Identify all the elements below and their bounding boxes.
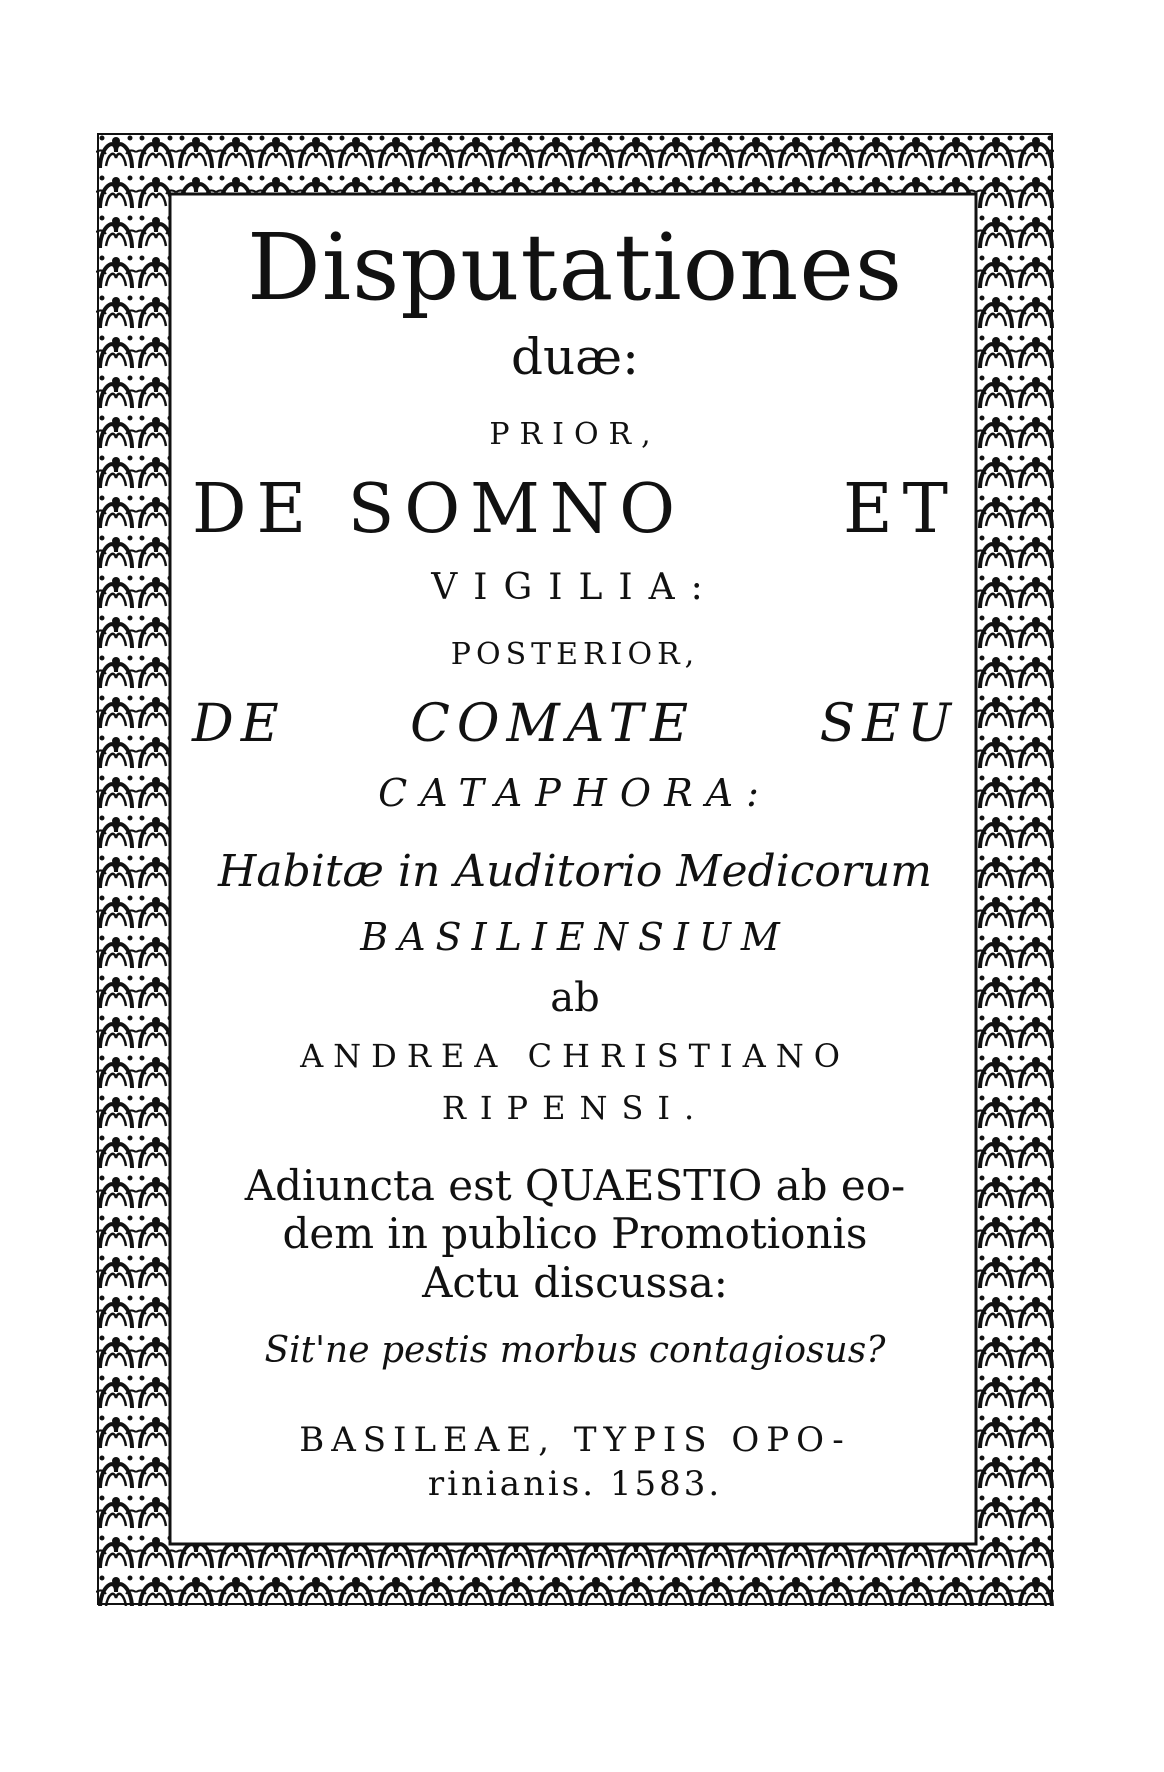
ornamental-border bbox=[96, 132, 1054, 1606]
second-topic-mid: COMATE bbox=[410, 694, 696, 754]
question-line: Sit'ne pestis morbus contagiosus? bbox=[264, 1329, 886, 1371]
venue-line: Habitæ in Auditorio Medicorum bbox=[218, 846, 932, 897]
appendix-line-1: Adiuncta est QUAESTIO ab eo- bbox=[244, 1161, 906, 1210]
prior-label: PRIOR, bbox=[489, 417, 661, 452]
second-topic-left: DE bbox=[192, 694, 286, 754]
appendix-line-3: Actu discussa: bbox=[422, 1257, 728, 1307]
first-topic-continuation: VIGILIA: bbox=[431, 567, 719, 608]
author-origin: RIPENSI. bbox=[441, 1089, 709, 1127]
ab-line: ab bbox=[550, 975, 600, 1021]
first-topic-right: ET bbox=[843, 470, 958, 549]
first-topic bbox=[192, 470, 958, 549]
venue-city: BASILIENSIUM bbox=[360, 915, 790, 959]
second-topic-continuation: CATAPHORA: bbox=[378, 771, 772, 815]
second-topic bbox=[192, 694, 958, 754]
imprint-line-2: rinianis. 1583. bbox=[427, 1463, 723, 1504]
imprint-line-1: BASILEAE, TYPIS OPO- bbox=[299, 1419, 851, 1460]
second-topic-right: SEU bbox=[819, 694, 958, 754]
appendix-line-2: dem in publico Promotionis bbox=[282, 1209, 868, 1259]
title-page-text bbox=[192, 204, 958, 1504]
first-topic-left: DE SOMNO bbox=[192, 470, 685, 549]
author-name: ANDREA CHRISTIANO bbox=[300, 1037, 850, 1075]
subtitle: duæ: bbox=[510, 328, 640, 386]
posterior-label: POSTERIOR, bbox=[450, 637, 700, 672]
main-title: Disputationes bbox=[246, 214, 904, 321]
